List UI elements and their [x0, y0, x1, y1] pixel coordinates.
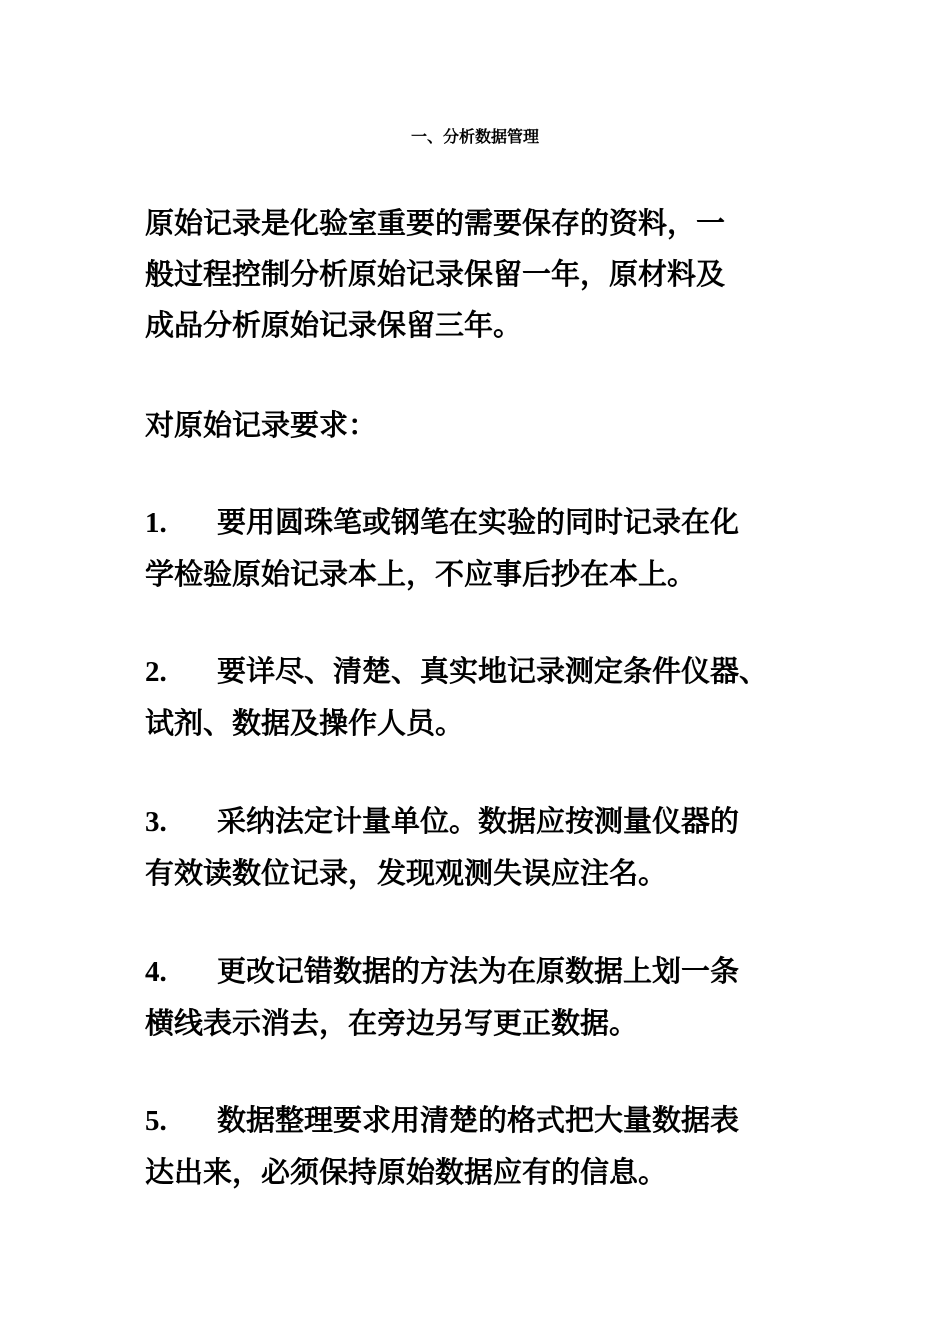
requirement-number: 1. — [145, 507, 167, 539]
requirement-line: 横线表示消去，在旁边另写更正数据。 — [145, 1006, 639, 1040]
requirement-text: 更改记错数据的方法为在原数据上划一条 — [217, 954, 740, 988]
requirement-line: 试剂、数据及操作人员。 — [145, 706, 465, 740]
requirement-number: 5. — [145, 1105, 167, 1137]
requirement-line — [145, 796, 825, 848]
requirement-number: 2. — [145, 656, 167, 688]
requirement-item — [145, 1095, 825, 1198]
intro-line: 般过程控制分析原始记录保留一年，原材料及 — [145, 257, 726, 291]
requirement-line: 有效读数位记录，发现观测失误应注名。 — [145, 856, 668, 890]
requirement-item — [145, 946, 825, 1049]
requirement-number: 3. — [145, 806, 167, 838]
intro-line: 原始记录是化验室重要的需要保存的资料，一 — [145, 206, 726, 240]
intro-line: 成品分析原始记录保留三年。 — [145, 308, 523, 342]
requirement-line — [145, 1095, 825, 1147]
requirement-line — [145, 497, 825, 549]
requirement-text: 要详尽、清楚、真实地记录测定条件仪器、 — [217, 654, 769, 688]
requirement-line — [145, 646, 825, 698]
intro-paragraph — [145, 198, 825, 351]
requirement-line: 学检验原始记录本上，不应事后抄在本上。 — [145, 557, 697, 591]
requirement-text: 要用圆珠笔或钢笔在实验的同时记录在化 — [217, 505, 740, 539]
requirement-text: 数据整理要求用清楚的格式把大量数据表 — [217, 1103, 740, 1137]
requirement-text: 采纳法定计量单位。数据应按测量仪器的 — [217, 804, 740, 838]
requirement-number: 4. — [145, 956, 167, 988]
requirement-item — [145, 796, 825, 899]
requirement-line — [145, 946, 825, 998]
requirement-item — [145, 497, 825, 600]
requirement-item — [145, 646, 825, 749]
requirement-line: 达出来，必须保持原始数据应有的信息。 — [145, 1155, 668, 1189]
document-title: 一、分析数据管理 — [410, 127, 539, 146]
requirements-heading: 对原始记录要求： — [145, 408, 378, 442]
